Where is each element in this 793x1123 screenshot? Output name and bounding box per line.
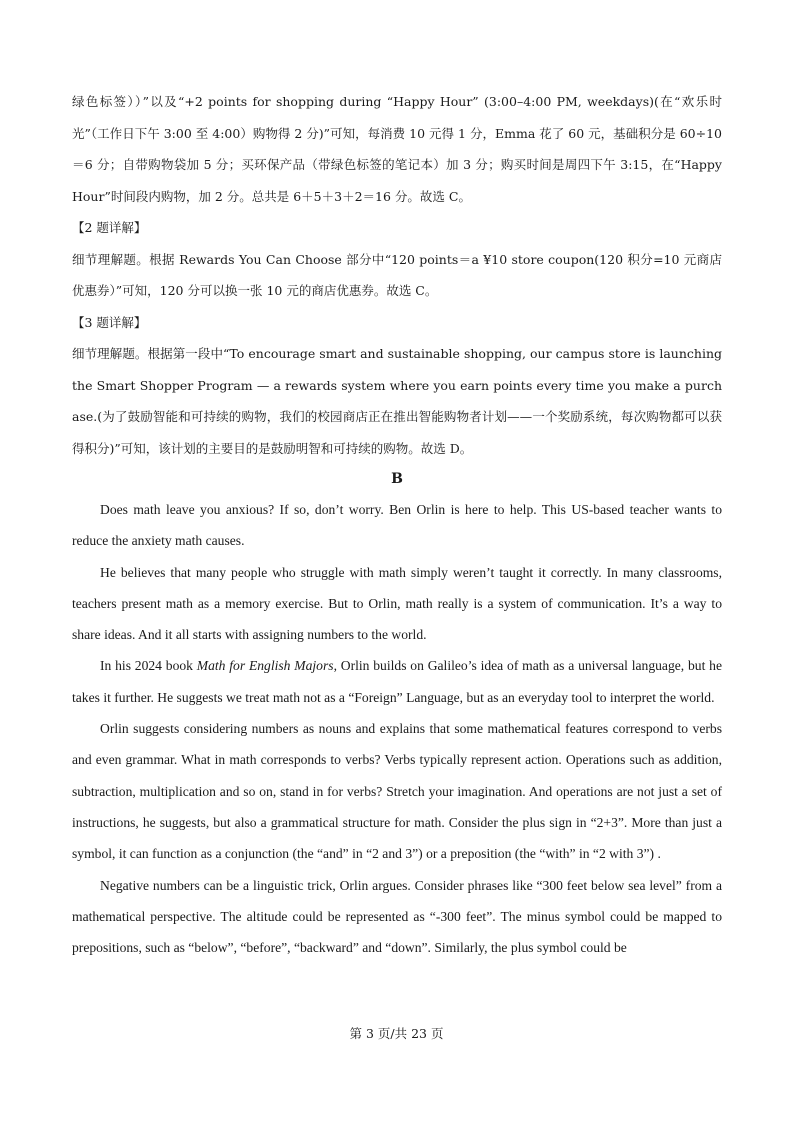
- page-number-footer: 第 3 页/共 23 页: [349, 1026, 444, 1041]
- explanation-q3-header: 【3 题详解】: [72, 314, 147, 330]
- explanation-q3-text: 细节理解题。根据第一段中“To encourage smart and sustainable shopping, our campus store is launching the Smart Shopper Program — a rewards system where you earn points every time you make a purchase.(为了鼓励智能和可持续的购物，我们的校园商店正在推出智能购物者计划——一个奖励系统，每次购物都可以获得积分)”可知，该计划的主要目的是鼓励明智和可持续的购物。故选 D。: [72, 346, 722, 456]
- passage-paragraph-4: Orlin suggests considering numbers as nouns and explains that some mathematical features correspond to verbs and even grammar. What in math corresponds to verbs? Verbs typically represent action. Operations such as addition, subtraction, multiplication and so on, stand in for verbs? Stretch your imagination. And operations are not just a set of instructions, he suggests, but also a grammatical structure for math. Consider the plus sign in “2+3”. More than just a symbol, it can function as a conjunction (the “and” in “2 and 3”) or a preposition (the “with” in “2 with 3”) .: [72, 721, 722, 862]
- passage-paragraph-3: [72, 650, 722, 713]
- explanation-q2-text: 细节理解题。根据 Rewards You Can Choose 部分中“120 points＝a ¥10 store coupon(120 积分=10 元商店优惠券）”可知，120 分可以换一张 10 元的商店优惠券。故选 C。: [72, 251, 722, 298]
- book-title: Math for English Majors: [196, 658, 334, 674]
- reading-passage: [72, 494, 722, 963]
- document-page: [72, 86, 722, 963]
- passage-paragraph-2: He believes that many people who struggle with math simply weren’t taught it correctly. In many classrooms, teachers present math as a memory exercise. But to Orlin, math really is a system of communication. It’s a way to share ideas. And it all starts with assigning numbers to the world.: [72, 564, 722, 643]
- passage-paragraph-5: Negative numbers can be a linguistic trick, Orlin argues. Consider phrases like “300 feet below sea level” from a mathematical perspective. The altitude could be represented as “-300 feet”. The minus symbol could be mapped to prepositions, such as “below”, “before”, “backward” and “down”. Similarly, the plus symbol could be: [72, 877, 722, 956]
- explanation-q1-text: 绿色标签））”以及“+2 points for shopping during “Happy Hour” (3:00–4:00 PM, weekdays)(在“欢乐时光”（工作日下午 3:00 至 4:00）购物得 2 分)”可知，每消费 10 元得 1 分，Emma 花了 60 元，基础积分是 60÷10＝6 分；自带购物袋加 5 分；买环保产品（带绿色标签的笔记本）加 3 分；购买时间是周四下午 3:15，在“Happy Hour”时间段内购物，加 2 分。总共是 6＋5＋3＋2＝16 分。故选 C。: [72, 94, 722, 204]
- explanation-q2-header: 【2 题详解】: [72, 220, 147, 235]
- paragraph-3-rest: , Orlin builds on Galileo’s idea of math as a universal language, but he takes it further. He suggests we treat math not as a “Foreign” Language, but as an everyday tool to interpret the world.: [72, 658, 722, 705]
- explanation-block: [72, 86, 722, 464]
- section-heading: B: [391, 471, 403, 487]
- passage-paragraph-1: Does math leave you anxious? If so, don’t worry. Ben Orlin is here to help. This US-based teacher wants to reduce the anxiety math causes.: [72, 502, 722, 549]
- paragraph-3-lead: In his 2024 book: [100, 658, 197, 674]
